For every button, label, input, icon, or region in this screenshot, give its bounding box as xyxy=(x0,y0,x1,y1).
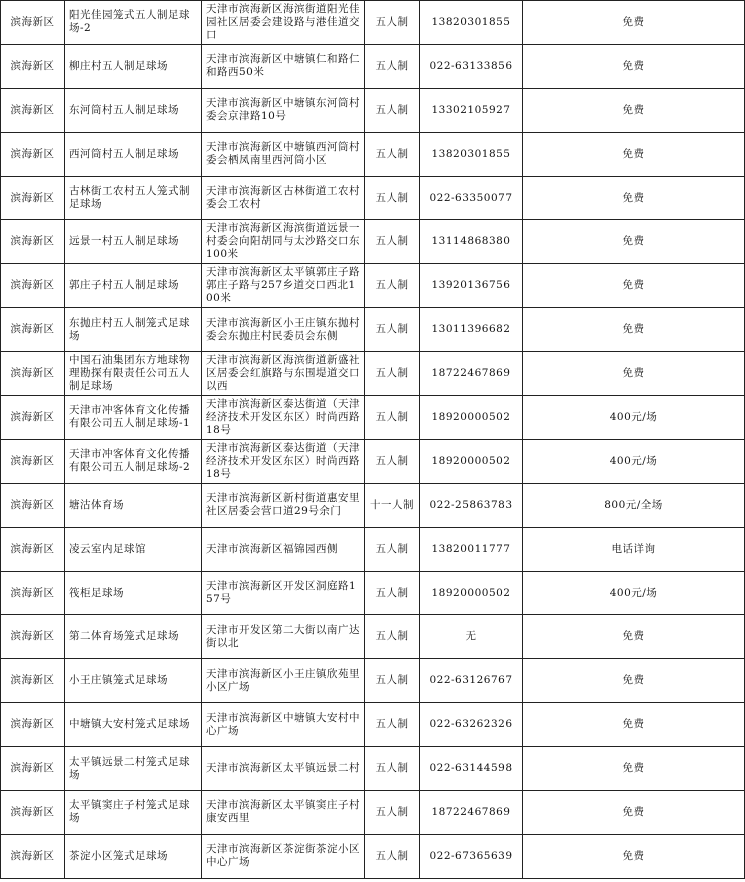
format-cell: 五人制 xyxy=(365,791,420,835)
table-row xyxy=(1,483,745,527)
format-cell: 五人制 xyxy=(365,615,420,659)
fee-cell: 免费 xyxy=(523,132,745,176)
phone-cell: 022-63133856 xyxy=(420,44,523,88)
district-cell: 滨海新区 xyxy=(1,571,65,615)
district-cell: 滨海新区 xyxy=(1,88,65,132)
fee-cell: 免费 xyxy=(523,1,745,45)
district-cell: 滨海新区 xyxy=(1,308,65,352)
address-cell: 天津市滨海新区太平镇远景二村 xyxy=(202,747,365,791)
district-cell: 滨海新区 xyxy=(1,176,65,220)
format-cell: 五人制 xyxy=(365,220,420,264)
district-cell: 滨海新区 xyxy=(1,44,65,88)
format-cell: 五人制 xyxy=(365,703,420,747)
phone-cell: 13011396682 xyxy=(420,308,523,352)
format-cell: 五人制 xyxy=(365,264,420,308)
table-row xyxy=(1,44,745,88)
phone-cell: 022-67365639 xyxy=(420,834,523,878)
phone-cell: 18920000502 xyxy=(420,439,523,483)
phone-cell: 13114868380 xyxy=(420,220,523,264)
phone-cell: 无 xyxy=(420,615,523,659)
venue-name-cell: 东河筒村五人制足球场 xyxy=(65,88,202,132)
venue-name-cell: 塘沽体育场 xyxy=(65,483,202,527)
table-row xyxy=(1,703,745,747)
table-row xyxy=(1,132,745,176)
district-cell: 滨海新区 xyxy=(1,352,65,396)
district-cell: 滨海新区 xyxy=(1,220,65,264)
fee-cell: 400元/场 xyxy=(523,396,745,440)
phone-cell: 13302105927 xyxy=(420,88,523,132)
fee-cell: 免费 xyxy=(523,747,745,791)
phone-cell: 022-63126767 xyxy=(420,659,523,703)
table-row xyxy=(1,659,745,703)
table-row xyxy=(1,264,745,308)
venue-name-cell: 西河筒村五人制足球场 xyxy=(65,132,202,176)
format-cell: 五人制 xyxy=(365,571,420,615)
address-cell: 天津市滨海新区海滨街道阳光佳园社区居委会建设路与港佳道交口 xyxy=(202,1,365,45)
fee-cell: 免费 xyxy=(523,703,745,747)
address-cell: 天津市滨海新区开发区洞庭路157号 xyxy=(202,571,365,615)
address-cell: 天津市滨海新区福锦园西侧 xyxy=(202,527,365,571)
venue-name-cell: 凌云室内足球馆 xyxy=(65,527,202,571)
address-cell: 天津市滨海新区中塘镇西河筒村委会栖凤南里西河筒小区 xyxy=(202,132,365,176)
district-cell: 滨海新区 xyxy=(1,747,65,791)
fee-cell: 免费 xyxy=(523,220,745,264)
address-cell: 天津市滨海新区茶淀街茶淀小区中心广场 xyxy=(202,834,365,878)
table-row xyxy=(1,176,745,220)
district-cell: 滨海新区 xyxy=(1,527,65,571)
address-cell: 天津市滨海新区中塘镇大安村中心广场 xyxy=(202,703,365,747)
table-row xyxy=(1,352,745,396)
fee-cell: 免费 xyxy=(523,834,745,878)
venue-name-cell: 柳庄村五人制足球场 xyxy=(65,44,202,88)
fee-cell: 电话详询 xyxy=(523,527,745,571)
table-row xyxy=(1,834,745,878)
venue-name-cell: 太平镇远景二村笼式足球场 xyxy=(65,747,202,791)
address-cell: 天津市滨海新区小王庄镇东抛村委会东抛庄村民委员会东侧 xyxy=(202,308,365,352)
table-row xyxy=(1,308,745,352)
address-cell: 天津市滨海新区新村街道惠安里社区居委会营口道29号余门 xyxy=(202,483,365,527)
district-cell: 滨海新区 xyxy=(1,834,65,878)
format-cell: 五人制 xyxy=(365,132,420,176)
phone-cell: 18722467869 xyxy=(420,352,523,396)
phone-cell: 022-25863783 xyxy=(420,483,523,527)
address-cell: 天津市滨海新区泰达街道（天津经济技术开发区东区）时尚西路18号 xyxy=(202,396,365,440)
address-cell: 天津市滨海新区太平镇郭庄子路郭庄子路与257乡道交口西北100米 xyxy=(202,264,365,308)
fee-cell: 免费 xyxy=(523,308,745,352)
fee-cell: 免费 xyxy=(523,44,745,88)
address-cell: 天津市滨海新区海滨街道新盛社区居委会红旗路与东围堤道交口以西 xyxy=(202,352,365,396)
phone-cell: 18920000502 xyxy=(420,396,523,440)
venue-name-cell: 天津市冲客体育文化传播有限公司五人制足球场-2 xyxy=(65,439,202,483)
format-cell: 五人制 xyxy=(365,439,420,483)
format-cell: 五人制 xyxy=(365,1,420,45)
fee-cell: 免费 xyxy=(523,88,745,132)
table-row xyxy=(1,396,745,440)
fee-cell: 400元/场 xyxy=(523,439,745,483)
address-cell: 天津市滨海新区中塘镇东河筒村委会京津路10号 xyxy=(202,88,365,132)
venue-name-cell: 中塘镇大安村笼式足球场 xyxy=(65,703,202,747)
format-cell: 五人制 xyxy=(365,659,420,703)
district-cell: 滨海新区 xyxy=(1,791,65,835)
format-cell: 五人制 xyxy=(365,834,420,878)
format-cell: 五人制 xyxy=(365,308,420,352)
district-cell: 滨海新区 xyxy=(1,396,65,440)
format-cell: 十一人制 xyxy=(365,483,420,527)
venue-name-cell: 古林街工农村五人笼式制足球场 xyxy=(65,176,202,220)
district-cell: 滨海新区 xyxy=(1,1,65,45)
district-cell: 滨海新区 xyxy=(1,132,65,176)
phone-cell: 022-63144598 xyxy=(420,747,523,791)
venue-name-cell: 东抛庄村五人制笼式足球场 xyxy=(65,308,202,352)
district-cell: 滨海新区 xyxy=(1,439,65,483)
format-cell: 五人制 xyxy=(365,747,420,791)
fee-cell: 800元/全场 xyxy=(523,483,745,527)
district-cell: 滨海新区 xyxy=(1,615,65,659)
phone-cell: 022-63262326 xyxy=(420,703,523,747)
table-row xyxy=(1,615,745,659)
district-cell: 滨海新区 xyxy=(1,703,65,747)
table-row xyxy=(1,439,745,483)
format-cell: 五人制 xyxy=(365,176,420,220)
table-row xyxy=(1,88,745,132)
fee-cell: 400元/场 xyxy=(523,571,745,615)
address-cell: 天津市开发区第二大街以南广达街以北 xyxy=(202,615,365,659)
venue-name-cell: 中国石油集团东方地球物理勘探有限责任公司五人制足球场 xyxy=(65,352,202,396)
phone-cell: 13820011777 xyxy=(420,527,523,571)
phone-cell: 022-63350077 xyxy=(420,176,523,220)
address-cell: 天津市滨海新区海滨街道远景一村委会向阳胡同与太沙路交口东100米 xyxy=(202,220,365,264)
venue-table-body xyxy=(1,1,745,879)
phone-cell: 13820301855 xyxy=(420,1,523,45)
table-row xyxy=(1,527,745,571)
fee-cell: 免费 xyxy=(523,615,745,659)
phone-cell: 13820301855 xyxy=(420,132,523,176)
venue-name-cell: 茶淀小区笼式足球场 xyxy=(65,834,202,878)
venue-name-cell: 阳光佳园笼式五人制足球场-2 xyxy=(65,1,202,45)
venue-name-cell: 小王庄镇笼式足球场 xyxy=(65,659,202,703)
address-cell: 天津市滨海新区太平镇窦庄子村康安西里 xyxy=(202,791,365,835)
venue-name-cell: 天津市冲客体育文化传播有限公司五人制足球场-1 xyxy=(65,396,202,440)
table-row xyxy=(1,1,745,45)
phone-cell: 18920000502 xyxy=(420,571,523,615)
venue-name-cell: 远景一村五人制足球场 xyxy=(65,220,202,264)
district-cell: 滨海新区 xyxy=(1,264,65,308)
venue-name-cell: 太平镇窦庄子村笼式足球场 xyxy=(65,791,202,835)
format-cell: 五人制 xyxy=(365,527,420,571)
format-cell: 五人制 xyxy=(365,352,420,396)
district-cell: 滨海新区 xyxy=(1,659,65,703)
phone-cell: 13920136756 xyxy=(420,264,523,308)
table-row xyxy=(1,220,745,264)
address-cell: 天津市滨海新区小王庄镇欣苑里小区广场 xyxy=(202,659,365,703)
table-row xyxy=(1,791,745,835)
fee-cell: 免费 xyxy=(523,791,745,835)
address-cell: 天津市滨海新区中塘镇仁和路仁和路西50米 xyxy=(202,44,365,88)
venue-name-cell: 第二体育场笼式足球场 xyxy=(65,615,202,659)
district-cell: 滨海新区 xyxy=(1,483,65,527)
address-cell: 天津市滨海新区泰达街道（天津经济技术开发区东区）时尚西路18号 xyxy=(202,439,365,483)
format-cell: 五人制 xyxy=(365,396,420,440)
table-row xyxy=(1,747,745,791)
venue-name-cell: 筏柜足球场 xyxy=(65,571,202,615)
address-cell: 天津市滨海新区古林街道工农村委会工农村 xyxy=(202,176,365,220)
venue-name-cell: 郭庄子村五人制足球场 xyxy=(65,264,202,308)
fee-cell: 免费 xyxy=(523,264,745,308)
fee-cell: 免费 xyxy=(523,352,745,396)
format-cell: 五人制 xyxy=(365,88,420,132)
format-cell: 五人制 xyxy=(365,44,420,88)
table-row xyxy=(1,571,745,615)
fee-cell: 免费 xyxy=(523,176,745,220)
fee-cell: 免费 xyxy=(523,659,745,703)
phone-cell: 18722467869 xyxy=(420,791,523,835)
